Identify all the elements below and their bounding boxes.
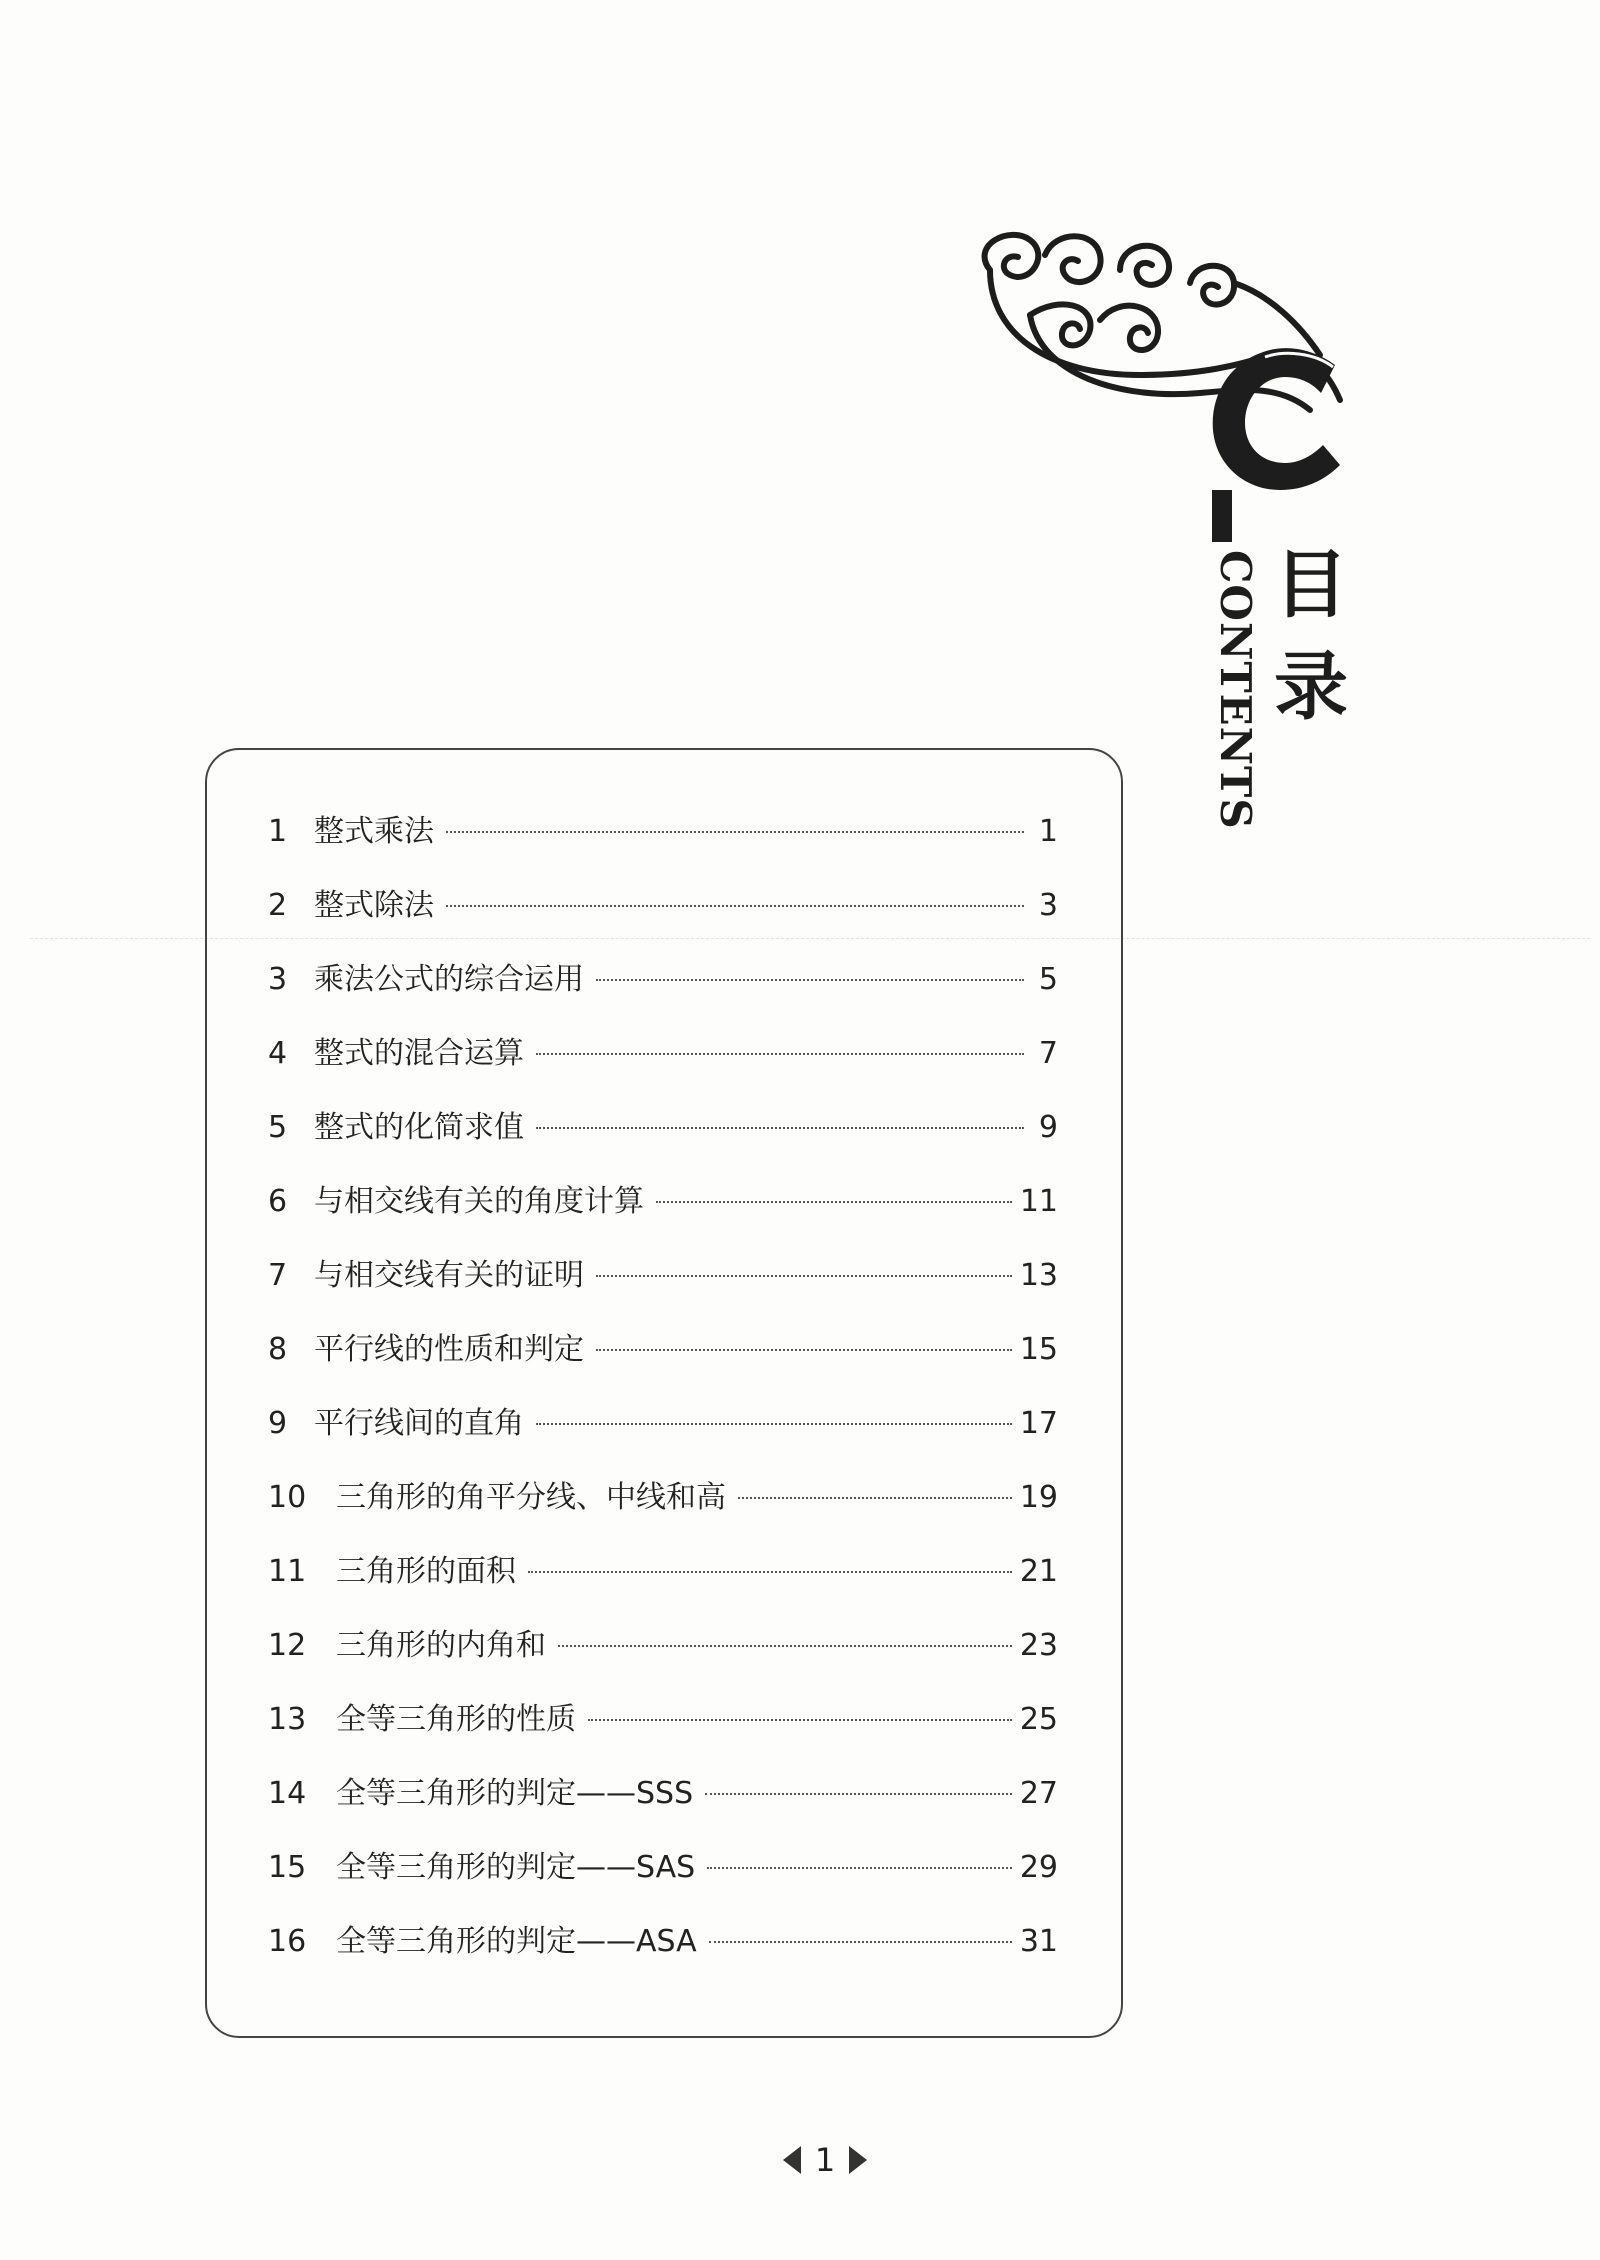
toc-title: 与相交线有关的证明 <box>314 1258 584 1293</box>
toc-entry[interactable] <box>268 806 1058 880</box>
dot-leader <box>596 978 1024 981</box>
table-of-contents <box>268 806 1058 1990</box>
dot-leader <box>446 830 1024 833</box>
toc-title: 全等三角形的判定——ASA <box>336 1924 697 1959</box>
toc-number: 8 <box>268 1332 288 1367</box>
toc-title: 乘法公式的综合运用 <box>314 962 584 997</box>
toc-number: 4 <box>268 1036 288 1071</box>
toc-page-number: 7 <box>1038 1036 1058 1071</box>
toc-page-number: 21 <box>1019 1554 1058 1589</box>
toc-title: 三角形的角平分线、中线和高 <box>336 1480 726 1515</box>
toc-title: 整式的混合运算 <box>314 1036 524 1071</box>
toc-page-number: 11 <box>1019 1184 1058 1219</box>
dot-leader <box>705 1792 1012 1795</box>
triangle-right-icon <box>849 2146 867 2174</box>
decorative-c-letter-icon <box>1205 345 1355 495</box>
toc-title: 三角形的内角和 <box>336 1628 546 1663</box>
toc-entry[interactable] <box>268 1916 1058 1990</box>
toc-number: 2 <box>268 888 288 923</box>
toc-title: 整式的化简求值 <box>314 1110 524 1145</box>
toc-entry[interactable] <box>268 880 1058 954</box>
toc-page-number: 5 <box>1038 962 1058 997</box>
dot-leader <box>738 1496 1012 1499</box>
toc-page-number: 17 <box>1019 1406 1058 1441</box>
toc-title: 整式除法 <box>314 888 434 923</box>
title-english: CONTENTS <box>1211 550 1260 830</box>
toc-title: 平行线间的直角 <box>314 1406 524 1441</box>
toc-entry[interactable] <box>268 1324 1058 1398</box>
toc-number: 11 <box>268 1554 307 1589</box>
toc-title: 与相交线有关的角度计算 <box>314 1184 644 1219</box>
page-footer <box>760 2135 890 2185</box>
toc-title: 整式乘法 <box>314 814 434 849</box>
page-number: 1 <box>814 2141 836 2179</box>
dot-leader <box>446 904 1024 907</box>
toc-entry[interactable] <box>268 1694 1058 1768</box>
toc-page-number: 25 <box>1019 1702 1058 1737</box>
dot-leader <box>596 1274 1012 1277</box>
toc-page-number: 19 <box>1019 1480 1058 1515</box>
toc-page-number: 13 <box>1019 1258 1058 1293</box>
toc-number: 13 <box>268 1702 307 1737</box>
toc-number: 1 <box>268 814 288 849</box>
title-bar-mark <box>1212 490 1232 542</box>
toc-number: 3 <box>268 962 288 997</box>
dot-leader <box>656 1200 1012 1203</box>
dot-leader <box>536 1422 1012 1425</box>
dot-leader <box>536 1126 1024 1129</box>
dot-leader <box>536 1052 1024 1055</box>
toc-entry[interactable] <box>268 1842 1058 1916</box>
toc-page-number: 31 <box>1019 1924 1058 1959</box>
toc-number: 10 <box>268 1480 307 1515</box>
toc-page-number: 9 <box>1038 1110 1058 1145</box>
toc-number: 15 <box>268 1850 307 1885</box>
dot-leader <box>558 1644 1012 1647</box>
toc-number: 5 <box>268 1110 288 1145</box>
toc-number: 14 <box>268 1776 307 1811</box>
toc-title: 全等三角形的判定——SAS <box>336 1850 696 1885</box>
toc-page-number: 29 <box>1019 1850 1058 1885</box>
toc-entry[interactable] <box>268 1176 1058 1250</box>
toc-entry[interactable] <box>268 1028 1058 1102</box>
toc-page-number: 27 <box>1019 1776 1058 1811</box>
page-title: 目录 <box>1262 545 1348 749</box>
toc-entry[interactable] <box>268 1398 1058 1472</box>
toc-page-number: 15 <box>1019 1332 1058 1367</box>
toc-number: 9 <box>268 1406 288 1441</box>
toc-entry[interactable] <box>268 1620 1058 1694</box>
toc-entry[interactable] <box>268 954 1058 1028</box>
toc-page-number: 23 <box>1019 1628 1058 1663</box>
toc-page-number: 3 <box>1038 888 1058 923</box>
toc-title: 全等三角形的性质 <box>336 1702 576 1737</box>
toc-title: 全等三角形的判定——SSS <box>336 1776 694 1811</box>
dot-leader <box>707 1866 1012 1869</box>
toc-page-number: 1 <box>1038 814 1058 849</box>
toc-number: 6 <box>268 1184 288 1219</box>
toc-entry[interactable] <box>268 1768 1058 1842</box>
dot-leader <box>709 1940 1012 1943</box>
triangle-left-icon <box>783 2146 801 2174</box>
toc-number: 16 <box>268 1924 307 1959</box>
toc-title: 平行线的性质和判定 <box>314 1332 584 1367</box>
dot-leader <box>596 1348 1012 1351</box>
toc-entry[interactable] <box>268 1546 1058 1620</box>
toc-number: 12 <box>268 1628 307 1663</box>
dot-leader <box>528 1570 1012 1573</box>
toc-entry[interactable] <box>268 1102 1058 1176</box>
toc-entry[interactable] <box>268 1250 1058 1324</box>
toc-title: 三角形的面积 <box>336 1554 516 1589</box>
toc-entry[interactable] <box>268 1472 1058 1546</box>
toc-number: 7 <box>268 1258 288 1293</box>
dot-leader <box>588 1718 1012 1721</box>
